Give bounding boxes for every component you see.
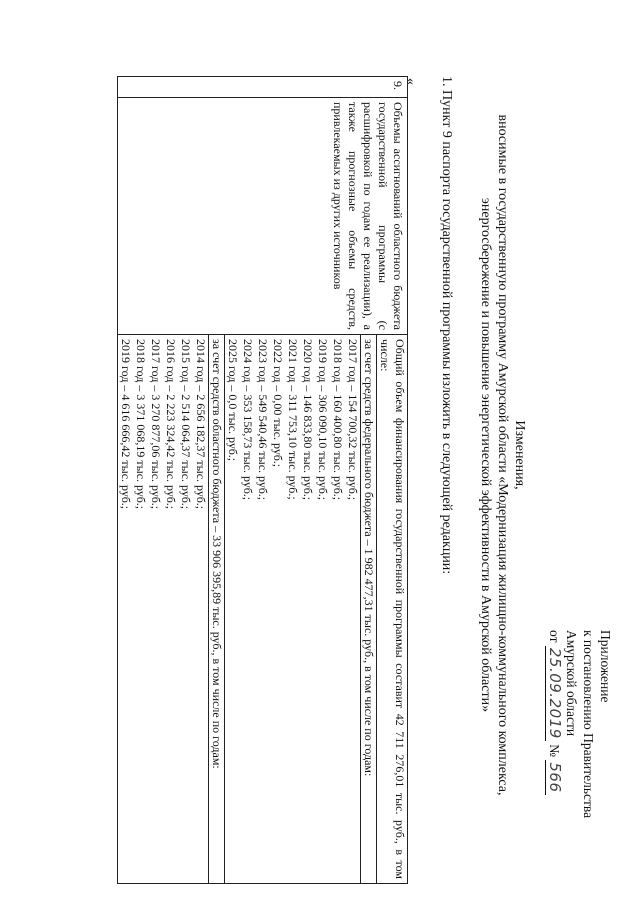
- list-item: 2016 год – 2 223 324,42 тыс. руб.;: [164, 339, 178, 510]
- list-item: 2019 год – 306 090,10 тыс. руб.;: [316, 339, 330, 501]
- date-prefix: от: [547, 630, 562, 643]
- appendix-line-region: Амурской области: [564, 630, 579, 737]
- handwritten-number: 566: [546, 762, 564, 793]
- passport-table: [117, 76, 408, 884]
- appendix-block: [545, 630, 614, 900]
- list-item: 2018 год – 160 400,80 тыс. руб.;: [331, 339, 345, 501]
- appendix-date-line: [545, 630, 563, 900]
- list-item: 2017 год – 3 270 877,06 тыс. руб.;: [149, 339, 163, 510]
- list-item: 2018 год – 3 371 068,19 тыс. руб.;: [134, 339, 148, 510]
- federal-budget-intro: за счет средств федерального бюджета – 1 982 477,31 тыс. руб., в том числе по годам:: [361, 335, 377, 883]
- document-heading: [477, 60, 528, 850]
- list-item: 2022 год – 0,00 тыс. руб.;: [271, 339, 285, 468]
- row-number-cell: 9.: [118, 77, 408, 98]
- table-row: [118, 77, 408, 884]
- list-item: 2023 год – 549 540,46 тыс. руб.;: [256, 339, 270, 501]
- opening-quote-mark: «: [403, 78, 418, 85]
- appendix-title: Приложение: [598, 630, 613, 703]
- list-item: 2015 год – 2 514 064,37 тыс. руб.;: [179, 339, 193, 510]
- list-item: 2025 год – 0,0 тыс. руб.;: [226, 339, 240, 462]
- total-financing: Общий объем финансирования государственной программы составит 42 711 276,01 тыс. руб., в том числе:: [378, 339, 407, 879]
- handwritten-date: 25.09.2019: [546, 647, 564, 739]
- point-instruction: 1. Пункт 9 паспорта государственной программы изложить в следующей редакции:: [439, 76, 454, 575]
- list-item: 2014 год – 2 656 182,37 тыс. руб.;: [194, 339, 208, 510]
- heading-title: Изменения,: [512, 420, 527, 490]
- regional-years-list: [118, 335, 209, 883]
- heading-line-3: энергосбережение и повышение энергетической эффективности в Амурской области»: [478, 197, 493, 713]
- number-prefix: №: [547, 744, 562, 758]
- regional-budget-intro: за счет средств областного бюджета – 33 906 395,89 тыс. руб., в том числе по годам:: [209, 335, 225, 883]
- list-item: 2017 год – 154 700,32 тыс. руб.;: [346, 339, 360, 501]
- list-item: 2024 год – 353 158,73 тыс. руб.;: [241, 339, 255, 501]
- heading-line-2: вносимые в государственную программу Амурской области «Модернизация жилищно-коммунального комплекса,: [495, 114, 510, 796]
- row-name-cell: Объемы ассигнований областного бюджета государственной программы (с расшифровкой по годам ее реализации), а также прогнозные объемы средств, привлекаемых из других источников: [118, 98, 408, 335]
- federal-years-list: [225, 335, 361, 883]
- list-item: 2020 год – 146 833,80 тыс. руб.;: [301, 339, 315, 501]
- appendix-line-resolution: к постановлению Правительства: [581, 630, 596, 819]
- row-value-cell: [118, 335, 408, 884]
- list-item: 2021 год – 311 753,10 тыс. руб.;: [286, 339, 300, 500]
- list-item: 2019 год – 4 616 666,42 тыс. руб.;: [119, 339, 133, 510]
